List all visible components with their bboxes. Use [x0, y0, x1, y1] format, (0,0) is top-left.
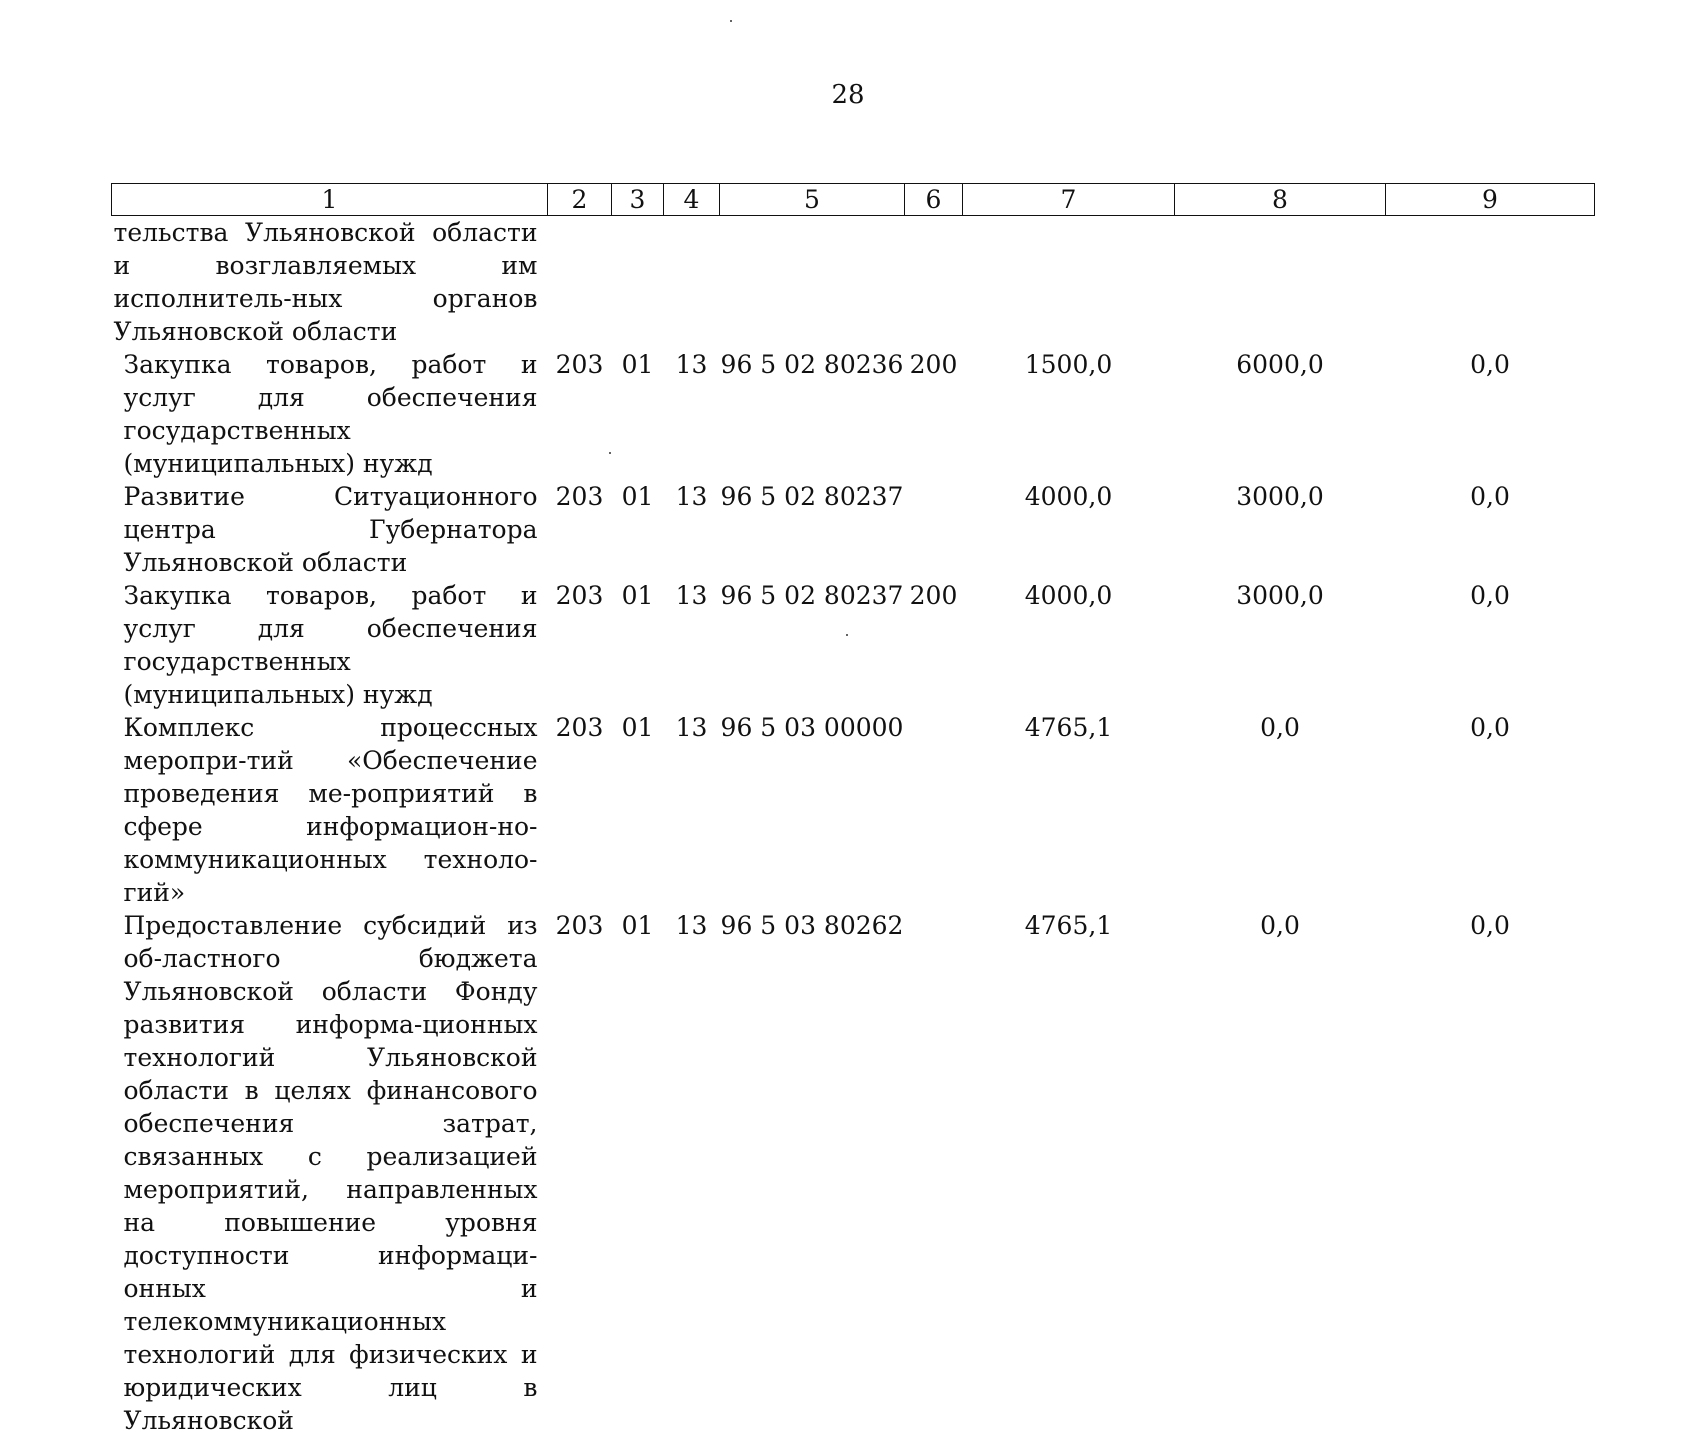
cell-col-2 [548, 216, 612, 349]
cell-col-9: 0,0 [1386, 711, 1595, 909]
cell-col-5: 96 5 02 80236 [720, 348, 905, 480]
cell-col-3: 01 [612, 348, 664, 480]
cell-col-7: 4000,0 [963, 480, 1175, 579]
cell-col-9: 0,0 [1386, 909, 1595, 1437]
cell-col-5: 96 5 02 80237 [720, 480, 905, 579]
cell-col-8: 3000,0 [1175, 579, 1386, 711]
cell-col-6: 200 [905, 348, 963, 480]
cell-col-4: 13 [664, 480, 720, 579]
cell-col-4: 13 [664, 348, 720, 480]
cell-col-4: 13 [664, 579, 720, 711]
column-header: 2 [548, 184, 612, 216]
cell-col-3: 01 [612, 579, 664, 711]
column-header: 1 [112, 184, 548, 216]
row-description: Предоставление субсидий из об-ластного бюджета Ульяновской области Фонду развития информа-ционных технологий Ульяновской области в целях финансового обеспечения затрат, связанных с реализацией мероприятий, направленных на повышение уровня доступности информаци-онных и телекоммуникационных технологий для физических и юридических лиц в Ульяновской [112, 909, 548, 1437]
cell-col-7: 1500,0 [963, 348, 1175, 480]
cell-col-3: 01 [612, 711, 664, 909]
budget-table [111, 183, 1595, 1437]
cell-col-6 [905, 480, 963, 579]
cell-col-5: 96 5 02 80237 [720, 579, 905, 711]
table-row [112, 480, 1595, 579]
cell-col-5: 96 5 03 00000 [720, 711, 905, 909]
cell-col-6 [905, 711, 963, 909]
cell-col-4: 13 [664, 711, 720, 909]
header-row [112, 184, 1595, 216]
column-header: 8 [1175, 184, 1386, 216]
cell-col-2: 203 [548, 909, 612, 1437]
cell-col-9: 0,0 [1386, 480, 1595, 579]
table-body [112, 216, 1595, 1437]
cell-col-8: 0,0 [1175, 711, 1386, 909]
row-description: тельства Ульяновской области и возглавляемых им исполнитель-ных органов Ульяновской области [112, 216, 548, 349]
cell-col-2: 203 [548, 348, 612, 480]
column-header: 9 [1386, 184, 1595, 216]
column-header: 3 [612, 184, 664, 216]
cell-col-7 [963, 216, 1175, 349]
column-header: 6 [905, 184, 963, 216]
cell-col-3: 01 [612, 909, 664, 1437]
cell-col-7: 4765,1 [963, 909, 1175, 1437]
cell-col-8: 6000,0 [1175, 348, 1386, 480]
budget-table-container [111, 183, 1594, 1437]
cell-col-9: 0,0 [1386, 348, 1595, 480]
cell-col-4: 13 [664, 909, 720, 1437]
cell-col-6 [905, 909, 963, 1437]
cell-col-8: 0,0 [1175, 909, 1386, 1437]
row-description: Закупка товаров, работ и услуг для обеспечения государственных (муниципальных) нужд [112, 579, 548, 711]
scan-speck [730, 20, 732, 22]
cell-col-8 [1175, 216, 1386, 349]
cell-col-5: 96 5 03 80262 [720, 909, 905, 1437]
table-header [112, 184, 1595, 216]
column-header: 7 [963, 184, 1175, 216]
table-row [112, 711, 1595, 909]
cell-col-2: 203 [548, 711, 612, 909]
column-header: 5 [720, 184, 905, 216]
table-row [112, 216, 1595, 349]
cell-col-3: 01 [612, 480, 664, 579]
cell-col-2: 203 [548, 480, 612, 579]
row-description: Развитие Ситуационного центра Губернатора Ульяновской области [112, 480, 548, 579]
table-row [112, 579, 1595, 711]
table-row [112, 909, 1595, 1437]
cell-col-9: 0,0 [1386, 579, 1595, 711]
cell-col-8: 3000,0 [1175, 480, 1386, 579]
cell-col-6 [905, 216, 963, 349]
table-row [112, 348, 1595, 480]
cell-col-9 [1386, 216, 1595, 349]
cell-col-6: 200 [905, 579, 963, 711]
cell-col-7: 4765,1 [963, 711, 1175, 909]
cell-col-7: 4000,0 [963, 579, 1175, 711]
row-description: Комплекс процессных меропри-тий «Обеспечение проведения ме-роприятий в сфере информацион-но-коммуникационных техноло-гий» [112, 711, 548, 909]
cell-col-4 [664, 216, 720, 349]
cell-col-2: 203 [548, 579, 612, 711]
cell-col-5 [720, 216, 905, 349]
page-number: 28 [0, 80, 1696, 110]
row-description: Закупка товаров, работ и услуг для обеспечения государственных (муниципальных) нужд [112, 348, 548, 480]
column-header: 4 [664, 184, 720, 216]
cell-col-3 [612, 216, 664, 349]
